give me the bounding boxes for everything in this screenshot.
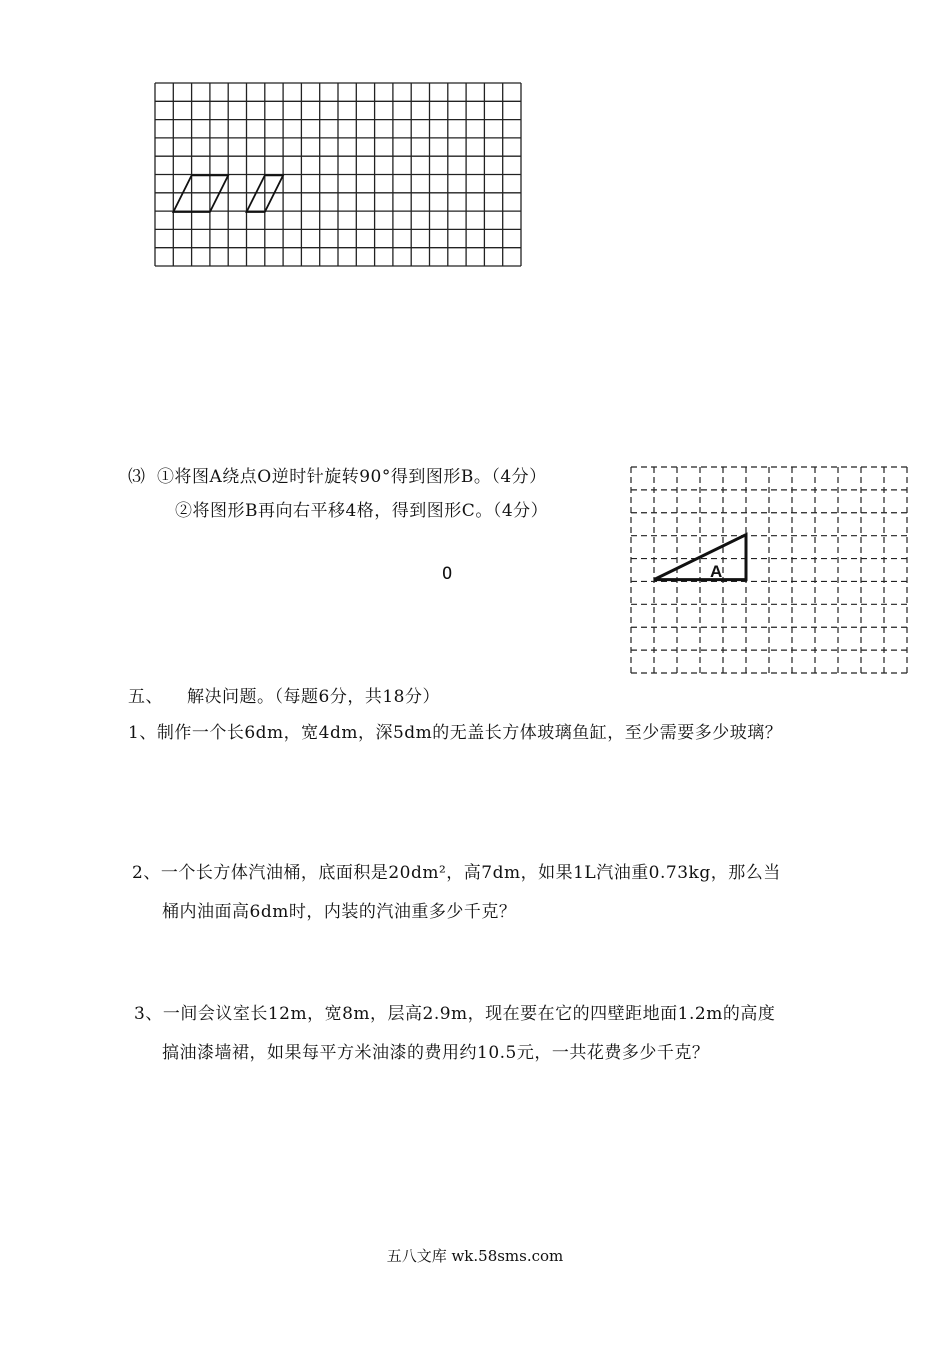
instruction-rotate: ①将图A绕点O逆时针旋转90°得到图形B。（4分） <box>157 467 547 487</box>
dashed-grid <box>631 467 909 675</box>
section-number: 五、 <box>128 687 163 707</box>
instruction-translate: ②将图形B再向右平移4格，得到图形C。（4分） <box>175 501 549 521</box>
parallelogram-left <box>173 175 228 212</box>
point-o-label: O <box>442 564 453 584</box>
problem-2-line-2: 桶内油面高6dm时，内装的汽油重多少千克？ <box>162 902 517 922</box>
triangle-a-label: A <box>710 562 723 581</box>
solid-grid <box>155 83 525 269</box>
problem-3-line-2: 搞油漆墙裙，如果每平方米油漆的费用约10.5元，一共花费多少千克？ <box>162 1043 710 1063</box>
section-heading: 解决问题。（每题6分，共18分） <box>187 687 440 707</box>
problem-1: 1、制作一个长6dm，宽4dm，深5dm的无盖长方体玻璃鱼缸，至少需要多少玻璃？ <box>128 723 783 743</box>
page-footer: 五八文库 wk.58sms.com <box>386 1247 564 1265</box>
problem-3-line-1: 3、一间会议室长12m，宽8m，层高2.9m，现在要在它的四壁距地面1.2m的高度 <box>134 1004 776 1024</box>
problem-2-line-1: 2、一个长方体汽油桶，底面积是20dm²，高7dm，如果1L汽油重0.73kg，那么当 <box>132 863 781 883</box>
question-number: ⑶ <box>128 467 146 487</box>
